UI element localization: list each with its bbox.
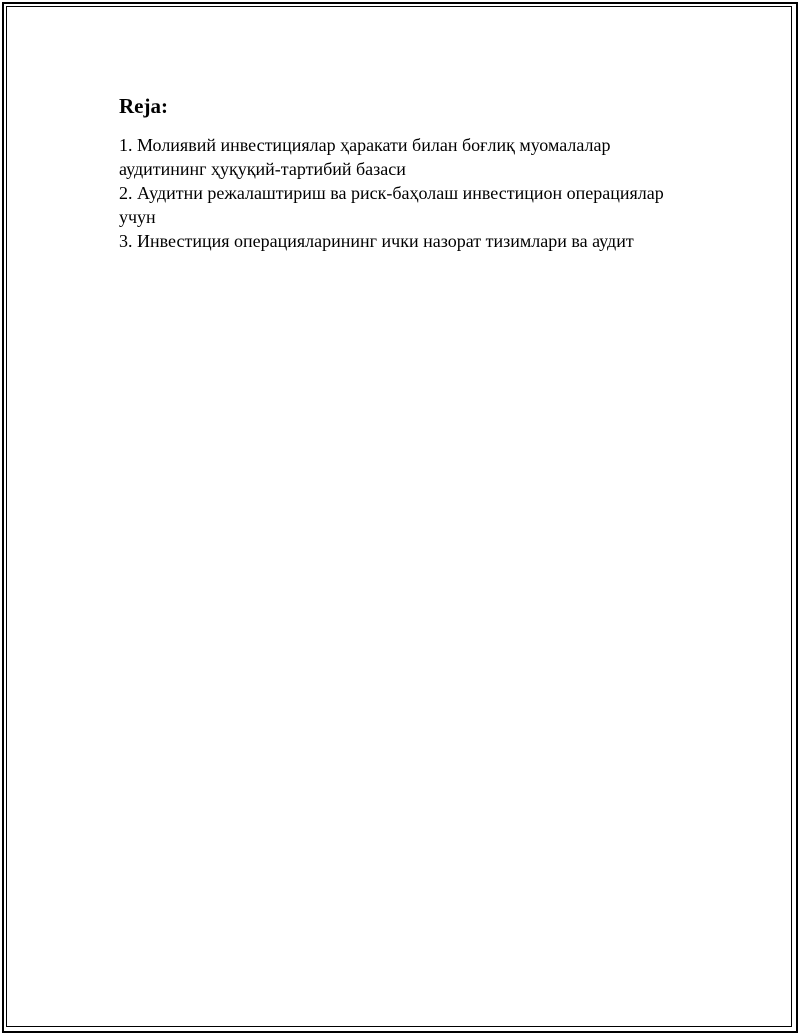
- plan-item-3: 3. Инвестиция операцияларининг ички назорат тизимлари ва аудит: [119, 231, 634, 251]
- plan-list: [119, 133, 699, 253]
- plan-item-1: 1. Молиявий инвестициялар ҳаракати билан боғлиқ муомалалар аудитининг ҳуқуқий-тартибий базаси: [119, 135, 611, 179]
- plan-heading: Reja:: [119, 94, 168, 118]
- plan-item-2: 2. Аудитни режалаштириш ва риск-баҳолаш инвестицион операциялар учун: [119, 183, 664, 227]
- document-body: [119, 93, 699, 253]
